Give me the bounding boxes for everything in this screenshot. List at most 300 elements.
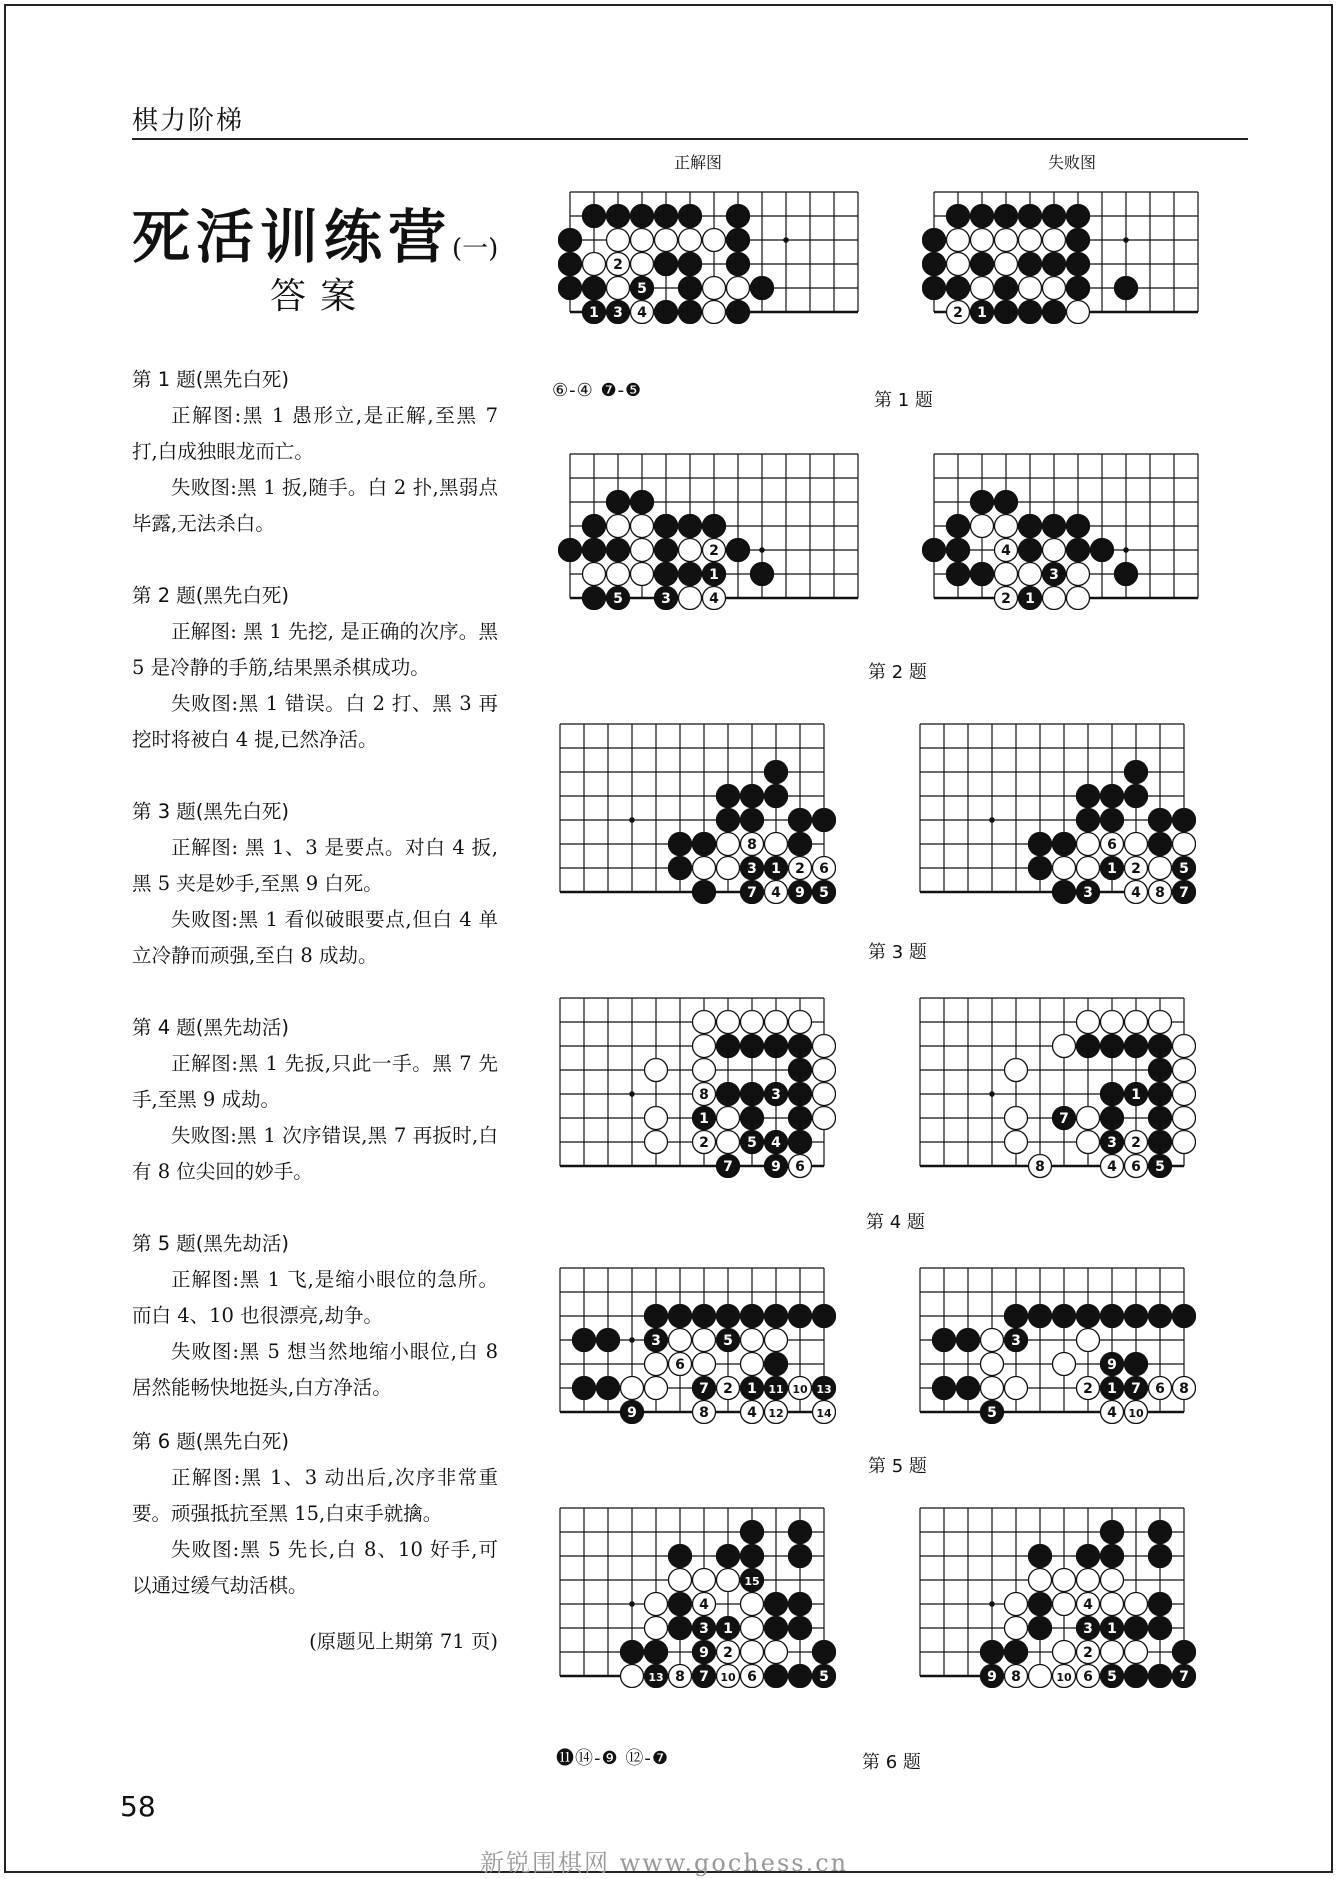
white-stone [717,1665,740,1688]
white-stone [631,229,654,252]
black-stone [1173,809,1196,832]
black-stone [717,1035,740,1058]
black-stone [583,205,606,228]
move-number: 1 [1107,1621,1117,1637]
black-stone [741,1107,764,1130]
black-stone [1019,301,1042,324]
black-stone [727,301,750,324]
black-stone [583,301,606,324]
move-number: 3 [661,591,671,607]
black-stone [789,1131,812,1154]
black-stone [813,1665,836,1688]
move-number: 2 [953,305,963,321]
white-stone [645,1131,668,1154]
black-stone [1067,205,1090,228]
white-stone [1067,301,1090,324]
white-stone [1125,1131,1148,1154]
move-number: 6 [819,861,829,877]
hoshi-point [629,1601,635,1607]
black-stone [693,881,716,904]
black-stone [789,809,812,832]
black-stone [789,1305,812,1328]
white-stone [717,1641,740,1664]
black-stone [1067,229,1090,252]
black-stone [597,1329,620,1352]
black-stone [717,1329,740,1352]
black-stone [1029,857,1052,880]
black-stone [789,881,812,904]
white-stone [703,301,726,324]
white-stone [1173,1131,1196,1154]
move-number: 9 [627,1405,637,1421]
go-board [908,986,1196,1178]
move-number: 1 [747,1381,757,1397]
white-stone [607,563,630,586]
hoshi-point [629,817,635,823]
black-stone [1101,857,1124,880]
black-stone [1101,1107,1124,1130]
black-stone [645,1641,668,1664]
white-stone [1005,1107,1028,1130]
black-stone [1149,1083,1172,1106]
black-stone [583,539,606,562]
go-board [922,180,1210,324]
black-stone [679,205,702,228]
move-number: 2 [1001,591,1011,607]
white-stone [669,1665,692,1688]
black-stone [1029,833,1052,856]
black-stone [981,1641,1004,1664]
black-stone [741,1131,764,1154]
white-stone [981,1329,1004,1352]
move-number: 3 [1107,1135,1117,1151]
move-number: 12 [768,1407,784,1420]
black-stone [679,301,702,324]
move-number: 1 [1107,1381,1117,1397]
ko-note-6: ⓫⑭-❾ ⑫-❼ [556,1748,669,1769]
white-stone [1149,1377,1172,1400]
black-stone [1029,1593,1052,1616]
black-stone [1125,1353,1148,1376]
black-stone [947,515,970,538]
black-stone [1043,301,1066,324]
black-stone [813,809,836,832]
white-stone [1005,1377,1028,1400]
move-number: 1 [709,567,719,583]
black-stone [679,563,702,586]
black-stone [765,1353,788,1376]
black-stone [971,205,994,228]
black-stone [813,1305,836,1328]
answer-paragraph: 失败图:黑 1 错误。白 2 打、黑 3 再挖时将被白 4 提,已然净活。 [132,692,498,751]
move-number: 13 [816,1383,832,1396]
white-stone [1077,1665,1100,1688]
white-stone [1125,1401,1148,1424]
black-stone [1067,277,1090,300]
white-stone [703,229,726,252]
move-number: 7 [1179,1669,1189,1685]
move-number: 8 [699,1087,709,1103]
white-stone [693,1083,716,1106]
problem-heading: 第 1 题(黑先白死) [132,368,290,391]
figure-label-5: 第 5 题 [868,1456,927,1477]
move-number: 7 [1059,1111,1069,1127]
black-stone [957,1377,980,1400]
move-number: 5 [819,885,829,901]
white-stone [693,1011,716,1034]
white-stone [1173,833,1196,856]
white-stone [1019,277,1042,300]
black-stone [1053,1107,1076,1130]
black-stone [1029,1617,1052,1640]
white-stone [1077,1593,1100,1616]
black-stone [669,1593,692,1616]
black-stone [693,1107,716,1130]
white-stone [717,833,740,856]
black-stone [765,785,788,808]
white-stone [1005,1131,1028,1154]
black-stone [1101,785,1124,808]
figure-label-4: 第 4 题 [866,1212,925,1233]
black-stone [741,1545,764,1568]
black-stone [717,1155,740,1178]
black-stone [1019,253,1042,276]
black-stone [789,833,812,856]
move-number: 7 [1179,885,1189,901]
black-stone [789,1617,812,1640]
black-stone [765,857,788,880]
answer-paragraph: 正解图:黑 1 飞,是缩小眼位的急所。而白 4、10 也很漂亮,劫争。 [132,1268,498,1327]
black-stone [1149,1131,1172,1154]
black-stone [1043,515,1066,538]
black-stone [645,1665,668,1688]
problem-6 [132,1424,498,1604]
black-stone [789,1521,812,1544]
black-stone [655,539,678,562]
black-stone [971,491,994,514]
move-number: 6 [1155,1381,1165,1397]
white-stone [607,515,630,538]
move-number: 6 [1131,1159,1141,1175]
black-stone [1149,1521,1172,1544]
white-stone [1029,1155,1052,1178]
black-stone [669,857,692,880]
problem-5 [132,1226,498,1406]
hoshi-point [629,1337,635,1343]
white-stone [1149,1011,1172,1034]
answer-paragraph: 正解图:黑 1 愚形立,是正解,至黑 7 打,白成独眼龙而亡。 [132,404,498,463]
white-stone [1077,1107,1100,1130]
black-stone [765,1593,788,1616]
white-stone [741,1329,764,1352]
black-stone [789,1665,812,1688]
black-stone [1091,539,1114,562]
black-stone [789,1593,812,1616]
move-number: 5 [987,1405,997,1421]
white-stone [717,857,740,880]
move-number: 5 [1107,1669,1117,1685]
white-stone [813,1401,836,1424]
black-stone [1067,253,1090,276]
page-number: 58 [120,1790,156,1823]
white-stone [717,1011,740,1034]
white-stone [741,1401,764,1424]
black-stone [1149,1665,1172,1688]
white-stone [1043,277,1066,300]
white-stone [1173,1059,1196,1082]
black-stone [1053,833,1076,856]
black-stone [693,1617,716,1640]
black-stone [655,587,678,610]
black-stone [727,539,750,562]
white-stone [1067,563,1090,586]
black-stone [1101,1377,1124,1400]
move-number: 2 [1131,861,1141,877]
black-stone [1067,515,1090,538]
black-stone [1149,1059,1172,1082]
title-main: 死活训练营 [132,203,453,271]
black-stone [717,1545,740,1568]
black-stone [693,1641,716,1664]
article-title [132,190,498,274]
black-stone [1043,563,1066,586]
move-number: 3 [651,1333,661,1349]
black-stone [645,1329,668,1352]
white-stone [995,253,1018,276]
black-stone [597,1377,620,1400]
black-stone [1019,515,1042,538]
black-stone [741,1305,764,1328]
black-stone [947,539,970,562]
white-stone [1019,563,1042,586]
move-number: 4 [771,1135,781,1151]
move-number: 13 [648,1671,664,1684]
black-stone [971,563,994,586]
black-stone [703,563,726,586]
black-stone [765,761,788,784]
black-stone [1115,277,1138,300]
black-stone [607,539,630,562]
move-number: 2 [1083,1645,1093,1661]
black-stone [765,1155,788,1178]
black-stone [693,833,716,856]
white-stone [621,1377,644,1400]
black-stone [655,563,678,586]
white-stone [765,881,788,904]
black-stone [1149,1545,1172,1568]
move-number: 2 [1131,1135,1141,1151]
white-stone [645,1353,668,1376]
move-number: 4 [1083,1597,1093,1613]
move-number: 1 [1025,591,1035,607]
black-stone [1077,785,1100,808]
black-stone [1019,539,1042,562]
white-stone [765,1401,788,1424]
black-stone [1125,1305,1148,1328]
white-stone [1043,539,1066,562]
black-stone [727,229,750,252]
go-board [548,986,836,1178]
white-stone [1101,1401,1124,1424]
black-stone [741,857,764,880]
black-stone [1173,1641,1196,1664]
white-stone [1125,1011,1148,1034]
white-stone [1125,1641,1148,1664]
black-stone [1053,881,1076,904]
black-stone [741,1083,764,1106]
white-stone [717,1107,740,1130]
black-stone [1101,1083,1124,1106]
black-stone [1005,1329,1028,1352]
white-stone [741,1665,764,1688]
move-number: 3 [699,1621,709,1637]
move-number: 7 [1131,1381,1141,1397]
white-stone [741,1641,764,1664]
black-stone [1101,1617,1124,1640]
move-number: 2 [1083,1381,1093,1397]
black-stone [933,1329,956,1352]
white-stone [693,1035,716,1058]
go-board [548,712,836,904]
white-stone [693,1569,716,1592]
black-stone [947,563,970,586]
black-stone [765,1377,788,1400]
black-stone [1077,1617,1100,1640]
black-stone [765,1035,788,1058]
answer-paragraph: 失败图:黑 1 扳,随手。白 2 扑,黑弱点毕露,无法杀白。 [132,476,498,535]
white-stone [1005,1059,1028,1082]
black-stone [631,205,654,228]
white-stone [1053,1593,1076,1616]
black-stone [741,809,764,832]
white-stone [981,1353,1004,1376]
black-stone [1149,1035,1172,1058]
white-stone [583,563,606,586]
black-stone [765,1083,788,1106]
black-stone [621,1401,644,1424]
white-stone [679,587,702,610]
move-number: 4 [747,1405,757,1421]
white-stone [1101,1569,1124,1592]
hoshi-point [989,1091,995,1097]
hoshi-point [1123,237,1129,243]
move-number: 2 [613,257,623,273]
black-stone [1101,1035,1124,1058]
answer-paragraph: 正解图: 黑 1 先挖, 是正确的次序。黑 5 是冷静的手筋,结果黑杀棋成功。 [132,620,498,679]
problem-heading: 第 2 题(黑先白死) [132,584,290,607]
move-number: 5 [637,281,647,297]
black-stone [679,277,702,300]
go-board [558,180,870,324]
black-stone [957,1329,980,1352]
move-number: 6 [675,1357,685,1373]
move-number: 9 [987,1669,997,1685]
black-stone [923,277,946,300]
answer-text-column [132,362,498,1660]
black-stone [1149,1107,1172,1130]
black-stone [1125,761,1148,784]
move-number: 1 [589,305,599,321]
problem-heading: 第 5 题(黑先劫活) [132,1232,290,1255]
white-stone [693,1593,716,1616]
white-stone [1053,1569,1076,1592]
white-stone [693,1353,716,1376]
white-stone [693,1131,716,1154]
black-stone [655,253,678,276]
black-stone [583,587,606,610]
black-stone [751,563,774,586]
white-stone [947,253,970,276]
black-stone [669,1617,692,1640]
black-stone [1101,1131,1124,1154]
white-stone [693,1329,716,1352]
black-stone [1019,205,1042,228]
white-stone [1053,1641,1076,1664]
white-stone [717,1377,740,1400]
black-stone [655,301,678,324]
white-stone [1053,1353,1076,1376]
black-stone [813,1641,836,1664]
move-number: 5 [819,1669,829,1685]
move-number: 15 [744,1575,760,1588]
black-stone [995,205,1018,228]
problem-heading: 第 3 题(黑先白死) [132,800,290,823]
white-stone [995,587,1018,610]
section-title: 棋力阶梯 [132,106,245,136]
move-number: 5 [1155,1159,1165,1175]
move-number: 6 [795,1159,805,1175]
white-stone [1101,1155,1124,1178]
figure-label-1: 第 1 题 [874,390,933,411]
problem-4 [132,1010,498,1190]
move-number: 3 [1011,1333,1021,1349]
white-stone [607,229,630,252]
move-number: 5 [1179,861,1189,877]
black-stone [693,1377,716,1400]
black-stone [559,229,582,252]
move-number: 7 [723,1159,733,1175]
white-stone [995,515,1018,538]
move-number: 1 [977,305,987,321]
watermark: 新锐围棋网 www.gochess.cn [480,1849,849,1877]
move-number: 4 [637,305,647,321]
white-stone [741,1617,764,1640]
white-stone [1125,1155,1148,1178]
black-stone [1029,1545,1052,1568]
hoshi-point [1123,547,1129,553]
black-stone [669,833,692,856]
black-stone [631,277,654,300]
problem-heading: 第 4 题(黑先劫活) [132,1016,290,1039]
black-stone [741,881,764,904]
move-number: 9 [1107,1357,1117,1373]
move-number: 3 [1083,885,1093,901]
black-stone [1173,881,1196,904]
black-stone [1125,785,1148,808]
black-stone [813,1377,836,1400]
move-number: 3 [771,1087,781,1103]
black-stone [679,253,702,276]
failure-column-label: 失败图 [1048,153,1097,172]
white-stone [645,1107,668,1130]
black-stone [703,515,726,538]
white-stone [1149,881,1172,904]
black-stone [741,1035,764,1058]
black-stone [607,301,630,324]
move-number: 2 [709,543,719,559]
move-number: 8 [1179,1381,1189,1397]
white-stone [995,539,1018,562]
